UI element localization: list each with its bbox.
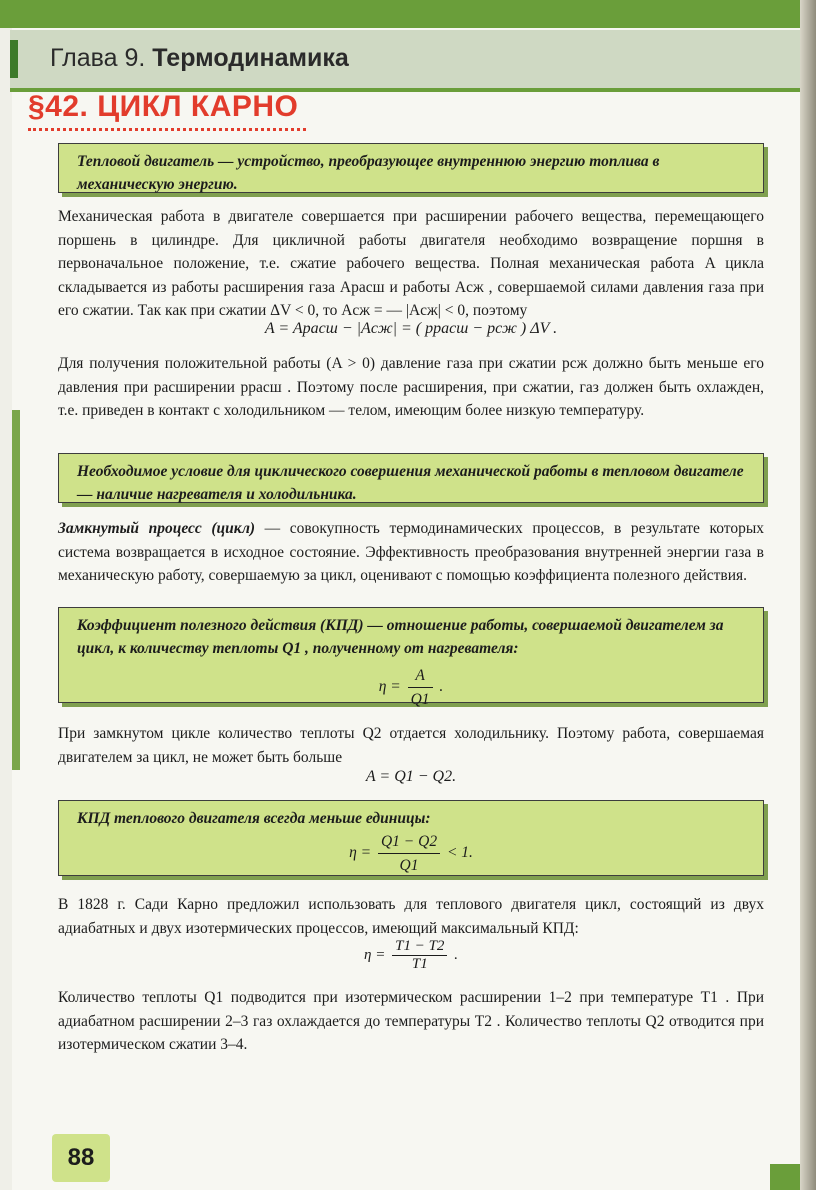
- paragraph-carnot: В 1828 г. Сади Карно предложил использовать для теплового двигателя цикл, состоящий из двух адиабатных и двух изотермических процессов, имеющий максимальный КПД:: [58, 896, 764, 937]
- chapter-prefix: Глава 9.: [50, 44, 146, 72]
- cycle-definition: — совокупность термодинамических процессов, в результате которых система возвращается в исходное состояние. Эффективность преобразования внутренней энергии газа в механическую работу, совершаемую за цикл, оценивают с помощью коэффициента полезного действия.: [58, 520, 764, 584]
- term-closed-process: Замкнутый процесс (цикл): [58, 520, 256, 537]
- paragraph-cycle: [58, 517, 764, 588]
- formula-lhs: η =: [364, 946, 386, 963]
- book-spine: [800, 0, 816, 1190]
- formula-work: A = Aрасш − |Aсж| = ( pрасш − pсж ) ΔV .: [264, 320, 558, 337]
- paragraph-positive-work: Для получения положительной работы (A > 0) давление газа при сжатии pсж должно быть меньше его давления при расширении pрасш . Поэтому после расширения, при сжатии, газ должен быть охлажден, т.е. приведен в контакт с холодильником — телом, имеющим более низкую температуру.: [58, 355, 764, 419]
- formula-numerator: A: [408, 664, 433, 688]
- paragraph-heat-flow: Количество теплоты Q1 подводится при изотермическом расширении 1–2 при температуре T1 . При адиабатном расширении 2–3 газ охлаждается до температуры T2 . Количество теплоты Q2 отводится при изотермическом сжатии 3–4.: [58, 989, 764, 1053]
- paragraph-work: Механическая работа в двигателе совершается при расширении рабочего вещества, перемещающего поршень в цилиндре. Для цикличной работы двигателя необходимо возвращение поршня в первоначальное положение, т.е. сжатие рабочего вещества. Полная механическая работа A цикла складывается из работы расширения газа Aрасш и работы Aсж , совершаемой силами давления газа при его сжатии. Так как при сжатии ΔV < 0, то Aсж = — |Aсж| < 0, поэтому: [58, 208, 764, 319]
- formula-lhs: η =: [349, 844, 372, 862]
- section-title: §42. ЦИКЛ КАРНО: [28, 90, 299, 123]
- formula-fraction: [408, 664, 433, 711]
- paragraph-closed-cycle: При замкнутом цикле количество теплоты Q2 отдается холодильнику. Поэтому работа, совершаемая двигателем за цикл, не может быть больше: [58, 725, 764, 766]
- formula-numerator: Q1 − Q2: [378, 830, 440, 854]
- left-margin-band: [12, 410, 20, 770]
- chapter-marker: [10, 40, 18, 78]
- formula-tail: < 1.: [446, 844, 473, 862]
- efficiency-definition-text: Коэффициент полезного действия (КПД) — отношение работы, совершаемой двигателем за цикл, к количеству теплоты Q1 , полученному от нагревателя:: [77, 617, 724, 657]
- formula-denominator: Q1: [399, 857, 419, 874]
- efficiency-limit-formula: [77, 830, 745, 877]
- efficiency-formula: [77, 664, 745, 711]
- chapter-title: [50, 44, 349, 73]
- chapter-name: Термодинамика: [152, 44, 349, 72]
- formula-fraction: [378, 830, 440, 877]
- formula-carnot-efficiency: [58, 938, 764, 973]
- formula-denominator: Q1: [410, 691, 430, 708]
- formula-work-limit: A = Q1 − Q2.: [365, 768, 457, 785]
- definition-text: Тепловой двигатель — устройство, преобразующее внутреннюю энергию топлива в механическую энергию.: [77, 153, 660, 193]
- formula-numerator: T1 − T2: [392, 938, 447, 956]
- formula-fraction: [392, 938, 447, 973]
- section-underline: [28, 128, 306, 131]
- condition-box: [58, 453, 764, 503]
- page-number: 88: [52, 1134, 110, 1182]
- definition-box-engine: [58, 143, 764, 193]
- formula-tail: .: [439, 678, 444, 696]
- formula-lhs: η =: [378, 678, 401, 696]
- efficiency-limit-box: [58, 800, 764, 876]
- chapter-header: [10, 30, 800, 92]
- corner-tab: [770, 1164, 800, 1190]
- formula-denominator: T1: [411, 956, 428, 972]
- efficiency-limit-text: КПД теплового двигателя всегда меньше единицы:: [77, 810, 431, 827]
- efficiency-definition-box: [58, 607, 764, 708]
- condition-text: Необходимое условие для циклического совершения механической работы в тепловом двигателе — наличие нагревателя и холодильника.: [77, 463, 744, 503]
- top-strip: [0, 0, 800, 28]
- formula-tail: .: [454, 946, 458, 963]
